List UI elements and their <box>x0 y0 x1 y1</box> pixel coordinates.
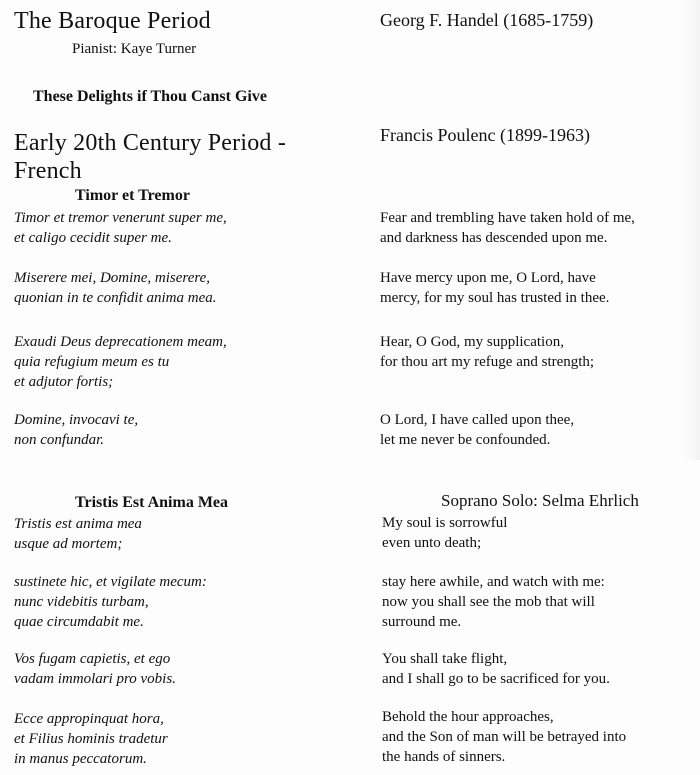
verse-line: Tristis est anima mea <box>14 516 142 532</box>
verse-line: in manus peccatorum. <box>14 751 147 767</box>
verse-line: Hear, O God, my supplication, <box>380 334 564 350</box>
timor-english-stanza-1 <box>380 208 635 248</box>
verse-line: Exaudi Deus deprecationem meam, <box>14 334 227 350</box>
verse-line: et adjutor fortis; <box>14 374 114 390</box>
verse-line: and the Son of man will be betrayed into <box>382 729 627 745</box>
tristis-latin-stanza-2 <box>14 572 207 632</box>
tristis-title: Tristis Est Anima Mea <box>75 494 229 511</box>
verse-line: Ecce appropinquat hora, <box>14 711 164 727</box>
verse-line: quae circumdabit me. <box>14 614 144 630</box>
timor-english-stanza-3 <box>380 332 594 372</box>
tristis-english-stanza-3 <box>382 649 610 689</box>
tristis-latin-stanza-3 <box>14 649 176 689</box>
verse-line: Domine, invocavi te, <box>14 412 139 428</box>
handel-composer: Georg F. Handel (1685-1759) <box>380 10 594 30</box>
verse-line: O Lord, I have called upon thee, <box>380 412 575 428</box>
verse-line: stay here awhile, and watch with me: <box>382 574 605 590</box>
verse-line: nunc videbitis turbam, <box>14 594 149 610</box>
verse-line: usque ad mortem; <box>14 536 123 552</box>
verse-line: vadam immolari pro vobis. <box>14 671 176 687</box>
verse-line: Timor et tremor venerunt super me, <box>14 210 227 226</box>
twentieth-period-title-line2: French <box>14 158 82 184</box>
timor-title: Timor et Tremor <box>75 187 190 204</box>
timor-latin-stanza-4 <box>14 410 138 450</box>
verse-line: let me never be confounded. <box>380 432 551 448</box>
verse-line: Miserere mei, Domine, miserere, <box>14 270 211 286</box>
baroque-piece-title: These Delights if Thou Canst Give <box>33 88 267 105</box>
baroque-period-title: The Baroque Period <box>14 8 211 34</box>
verse-line: mercy, for my soul has trusted in thee. <box>380 290 610 306</box>
verse-line: even unto death; <box>382 535 482 551</box>
tristis-english-stanza-2 <box>382 572 605 632</box>
timor-latin-stanza-1 <box>14 208 227 248</box>
timor-latin-stanza-2 <box>14 268 216 308</box>
verse-line: Behold the hour approaches, <box>382 709 554 725</box>
verse-line: for thou art my refuge and strength; <box>380 354 595 370</box>
timor-english-stanza-2 <box>380 268 609 308</box>
verse-line: et Filius hominis tradetur <box>14 731 168 747</box>
verse-line: non confundar. <box>14 432 104 448</box>
verse-line: et caligo cecidit super me. <box>14 230 172 246</box>
verse-line: My soul is sorrowful <box>382 515 508 531</box>
verse-line: now you shall see the mob that will <box>382 594 595 610</box>
verse-line: surround me. <box>382 614 462 630</box>
tristis-latin-stanza-4 <box>14 709 168 769</box>
tristis-latin-stanza-1 <box>14 514 142 554</box>
tristis-english-stanza-1 <box>382 513 507 553</box>
twentieth-period-title-line1: Early 20th Century Period - <box>14 130 287 156</box>
verse-line: You shall take flight, <box>382 651 508 667</box>
pianist-credit: Pianist: Kaye Turner <box>72 41 197 57</box>
soprano-solo-credit: Soprano Solo: Selma Ehrlich <box>441 491 639 510</box>
verse-line: quia refugium meum es tu <box>14 354 170 370</box>
verse-line: quonian in te confidit anima mea. <box>14 290 217 306</box>
timor-english-stanza-4 <box>380 410 574 450</box>
verse-line: sustinete hic, et vigilate mecum: <box>14 574 207 590</box>
verse-line: the hands of sinners. <box>382 749 506 765</box>
verse-line: Have mercy upon me, O Lord, have <box>380 270 596 286</box>
verse-line: and darkness has descended upon me. <box>380 230 608 246</box>
verse-line: Vos fugam capietis, et ego <box>14 651 171 667</box>
timor-latin-stanza-3 <box>14 332 227 392</box>
page-edge-shadow <box>682 0 700 460</box>
verse-line: and I shall go to be sacrificed for you. <box>382 671 610 687</box>
poulenc-composer: Francis Poulenc (1899-1963) <box>380 125 590 145</box>
tristis-english-stanza-4 <box>382 707 626 767</box>
verse-line: Fear and trembling have taken hold of me, <box>380 210 635 226</box>
